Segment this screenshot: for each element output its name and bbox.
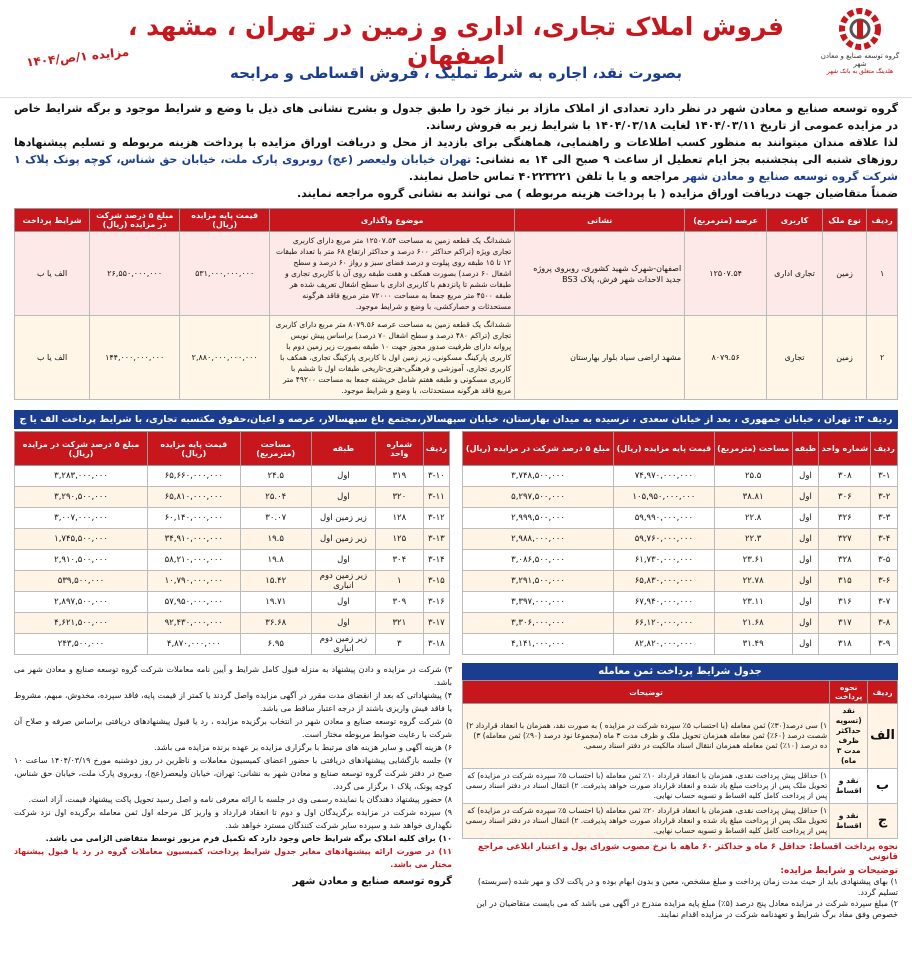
cell: ۲۳.۱۱ [714, 592, 792, 613]
units-table-right [462, 431, 898, 655]
units-table-left [14, 431, 450, 655]
cell: ۳-۶ [871, 571, 898, 592]
gear-logo-icon [837, 6, 883, 52]
term-10: ۱۰) برای کلیه املاک برگه شرایط خاص وجود دارد که تکمیل فرم مزبور توسط متقاضی الزامی می باشد. [45, 834, 452, 843]
cell: اول [792, 550, 819, 571]
row3-title: ردیف ۳: تهران ، خیابان جمهوری ، بعد از خیابان سعدی ، نرسیده به میدان بهارستان، خیابان سپهسالار،مجتمع باغ سپهسالار، عرصه و اعیان،حقوق مکتسبه تجاری، با شرایط پرداخت الف یا ج [14, 410, 898, 429]
cell: زیر زمین اول [311, 508, 375, 529]
cell: ۶۱,۷۳۰,۰۰۰,۰۰۰ [614, 550, 715, 571]
table-row [463, 550, 898, 571]
cell: ۱۲۵۰۷.۵۴ [685, 232, 767, 316]
cell: زیر زمین دوم انباری [311, 634, 375, 655]
table-row [15, 550, 450, 571]
col-unit: شماره واحد [375, 432, 423, 466]
cell: ۱۴۴,۰۰۰,۰۰۰,۰۰۰ [90, 316, 180, 400]
cell: اول [792, 613, 819, 634]
cell: ۴,۸۷۰,۰۰۰,۰۰۰ [148, 634, 241, 655]
cell: ۳,۳۹۷,۰۰۰,۰۰۰ [463, 592, 614, 613]
cell: ج [868, 804, 898, 839]
cell: اول [311, 550, 375, 571]
cell: ب [868, 769, 898, 804]
cell: اول [792, 466, 819, 487]
cell: ۳-۲ [871, 487, 898, 508]
cell: ۳۰۸ [819, 466, 871, 487]
payment-table-title: جدول شرایط پرداخت ثمن معامله [462, 663, 898, 680]
cell: مشهد اراضی سیاد بلوار بهارستان [515, 316, 685, 400]
cell: ۳-۱۷ [423, 613, 449, 634]
cell: ۱) حداقل پیش پرداخت نقدی، همزمان با انعقاد قرارداد ۱۰٪ ثمن معامله (با احتساب ۵٪ سپرده شرکت در مزایده) که تحویل ملک پس از پرداخت مبلغ یاد شده و انعقاد قرارداد صورت خواهد پذیرفت. ۲) انتقال اسناد در دفتر اسناد رسمی پس از پرداخت کامل کلیه اقساط و تسویه حساب نهایی. [463, 769, 830, 804]
cell: اول [792, 571, 819, 592]
cell: ۲,۹۱۰,۵۰۰,۰۰۰ [15, 550, 148, 571]
cell: تجاری اداری [767, 232, 823, 316]
col-deposit: مبلغ ۵ درصد شرکت در مزایده (ریال) [15, 432, 148, 466]
cell: ۳-۱۶ [423, 592, 449, 613]
cell: اول [792, 529, 819, 550]
cell: ۲۵.۵ [714, 466, 792, 487]
intro-paragraph-2c: مراجعه و یا با تلفن ۴۰۲۲۳۲۲۱ تماس حاصل نمایند. [408, 170, 680, 183]
col-base-price: قیمت پایه مزایده (ریال) [148, 432, 241, 466]
col-area: مساحت (مترمربع) [240, 432, 311, 466]
term-5: ۵) شرکت گروه توسعه صنایع و معادن شهر در انتخاب برگزیده مزایده ، رد یا قبول پیشنهادهای دریافتی براساس صرفه و صلاح آن شرکت با رعایت ضوابط مربوطه مختار است. [14, 717, 452, 739]
cell: ۲,۹۹۹,۵۰۰,۰۰۰ [463, 508, 614, 529]
page-subtitle: بصورت نقد، اجاره به شرط تملیک ، فروش اقساطی و مرابحه [230, 64, 682, 82]
table-row [463, 487, 898, 508]
cell: ۶۵,۶۶۰,۰۰۰,۰۰۰ [148, 466, 241, 487]
condition-2: ۲) مبلغ سپرده شرکت در مزایده معادل پنج درصد (۵٪) مبلغ پایه مزایده مندرج در آگهی می باشد که می بایست متقاضیان در این خصوص وفق مفاد برگ شرایط و تعهدنامه شرکت در مزایده اقدام نمایند. [476, 899, 898, 919]
payment-table-header [463, 681, 898, 704]
cell: ۶۷,۹۴۰,۰۰۰,۰۰۰ [614, 592, 715, 613]
cell: ۲۶,۵۵۰,۰۰۰,۰۰۰ [90, 232, 180, 316]
cell: ۳۱۸ [819, 634, 871, 655]
auction-terms [14, 663, 452, 920]
cell: ۳۲۰ [375, 487, 423, 508]
cell: ۳,۲۸۳,۰۰۰,۰۰۰ [15, 466, 148, 487]
intro-paragraph-3: ضمناً متقاضیان جهت دریافت اوراق مزایده ( با پرداخت هزینه مربوطه ) می توانند به نشانی گروه مراجعه نمایند. [297, 187, 898, 200]
table-row [463, 613, 898, 634]
cell: ۲۴۳,۵۰۰,۰۰۰ [15, 634, 148, 655]
cell: ۳-۴ [871, 529, 898, 550]
cell: ۳۲۱ [375, 613, 423, 634]
col-base-price: قیمت پایه مزایده (ریال) [180, 209, 270, 232]
header [0, 0, 912, 98]
cell: ۱۵.۴۲ [240, 571, 311, 592]
cell: ۵۹,۷۶۰,۰۰۰,۰۰۰ [614, 529, 715, 550]
cell: ۴,۱۴۱,۰۰۰,۰۰۰ [463, 634, 614, 655]
cell: ۲۲.۸ [714, 508, 792, 529]
properties-table [14, 208, 898, 400]
cell: ۲۴.۵ [240, 466, 311, 487]
cell: ۳۰۶ [819, 487, 871, 508]
table-row [15, 634, 450, 655]
installment-note: نحوه پرداخت اقساط: حداقل ۶ ماه و حداکثر ۶۰ ماهه با نرخ مصوب شورای پول و اعتبار ابلاغی مراجع قانونی [477, 842, 898, 862]
table-row [463, 769, 898, 804]
cell: ۵۷,۹۵۰,۰۰۰,۰۰۰ [148, 592, 241, 613]
cell: اول [311, 487, 375, 508]
cell: ۳۴,۹۱۰,۰۰۰,۰۰۰ [148, 529, 241, 550]
col-unit: شماره واحد [819, 432, 871, 466]
cell: الف یا ب [15, 316, 90, 400]
cell: ۳,۳۰۶,۰۰۰,۰۰۰ [463, 613, 614, 634]
cell: ۳-۱۳ [423, 529, 449, 550]
company-address: تهران خیابان ولیعصر (عج) روبروی پارک ملت، خیابان حق شناس، کوچه پونک پلاک ۱ شرکت گروه توسعه صنایع و معادن شهر [14, 153, 898, 183]
conditions-title: توضیحات و شرایط مزایده: [780, 866, 898, 876]
table-row [15, 529, 450, 550]
cell: ۱۹.۵ [240, 529, 311, 550]
cell: ۳,۲۹۱,۵۰۰,۰۰۰ [463, 571, 614, 592]
cell: ۳-۵ [871, 550, 898, 571]
cell: ۱ [375, 571, 423, 592]
table-row [15, 316, 898, 400]
bottom-section [14, 663, 898, 920]
logo-text: گروه توسعه صنایع و معادن شهر [820, 52, 900, 68]
cell: ۳۲۸ [819, 550, 871, 571]
payment-terms [462, 663, 898, 920]
table-row [463, 466, 898, 487]
cell: اول [792, 487, 819, 508]
cell: زمین [822, 232, 866, 316]
units-table-header [463, 432, 898, 466]
col-area: عرصه (مترمربع) [685, 209, 767, 232]
cell: نقد (تسویه حداکثر ظرف مدت ۳ ماه) [830, 704, 868, 769]
term-4: ۴) پیشنهاداتی که بعد از انقضای مدت مقرر در آگهی مزایده واصل گردند یا کمتر از قیمت پایه، فاقد سپرده، مخدوش، مبهم، مشروط یا فاقد فیش واریزی باشند از درجه اعتبار ساقط می باشد. [14, 691, 452, 713]
company-logo [816, 6, 904, 75]
cell: ۹۲,۴۳۰,۰۰۰,۰۰۰ [148, 613, 241, 634]
term-11: ۱۱) در صورت ارائه پیشنهادهای مغایر جدول شرایط پرداخت، کمیسیون معاملات گروه در رد یا قبول پیشنهاد مختار می باشد. [14, 847, 452, 869]
cell: ۸۲,۸۲۰,۰۰۰,۰۰۰ [614, 634, 715, 655]
cell: ۳۶.۶۸ [240, 613, 311, 634]
cell: ۳۱۷ [819, 613, 871, 634]
cell: ۳-۹ [871, 634, 898, 655]
cell: ۶۵,۸۳۰,۰۰۰,۰۰۰ [614, 571, 715, 592]
col-floor: طبقه [792, 432, 819, 466]
col-method: نحوه پرداخت [830, 681, 868, 704]
cell: ۳-۳ [871, 508, 898, 529]
cell: ۳,۰۸۶,۵۰۰,۰۰۰ [463, 550, 614, 571]
cell: ۳۱.۴۹ [714, 634, 792, 655]
cell: ۱۰,۷۹۰,۰۰۰,۰۰۰ [148, 571, 241, 592]
col-deposit: مبلغ ۵ درصد شرکت در مزایده (ریال) [463, 432, 614, 466]
logo-subtext: هلدینگ متعلق به بانک شهر [826, 68, 894, 75]
intro-paragraph-2 [14, 134, 898, 185]
cell: ۱۹.۷۱ [240, 592, 311, 613]
units-table-header [15, 432, 450, 466]
cell: ۳-۱۴ [423, 550, 449, 571]
table-row [15, 508, 450, 529]
table-row [463, 592, 898, 613]
cell: اول [311, 466, 375, 487]
cell: ۵۹,۹۹۰,۰۰۰,۰۰۰ [614, 508, 715, 529]
cell: ۳ [375, 634, 423, 655]
intro-paragraph-2a: لذا علاقه مندان میتوانند به منظور کسب اطلاعات و راهنمایی، هماهنگی برای بازدید از محل و دریافت اوراق مزایده با پرداخت هزینه مربوطه و تسلیم پیشنهادها روزهای شنبه الی پنجشنبه بجز ایام تعطیل از ساعت ۹ صبح الی ۱۴ به نشانی: [14, 136, 898, 166]
cell: ۳۰۹ [375, 592, 423, 613]
auction-code: مزایده ۱/ص/۱۴۰۴ [25, 44, 130, 70]
col-row: ردیف [423, 432, 449, 466]
properties-table-header [15, 209, 898, 232]
signature: گروه توسعه صنایع و معادن شهر [292, 876, 452, 887]
cell: ۳-۱ [871, 466, 898, 487]
col-row: ردیف [867, 209, 898, 232]
cell: ۳۱۵ [819, 571, 871, 592]
col-usage: کاربری [767, 209, 823, 232]
intro-paragraph-1: گروه توسعه صنایع و معادن شهر در نظر دارد تعدادی از املاک مازاد بر نیاز خود را طبق جدول و بشرح نشانی های ذیل با وضع و شرایط موجود و برگه شرایط خاص در مزایده عمومی از تاریخ ۱۴۰۴/۰۳/۱۱ لغایت ۱۴۰۴/۰۳/۱۸ با شرایط زیر به فروش رساند. [14, 102, 898, 132]
cell: ۳-۱۱ [423, 487, 449, 508]
col-row: ردیف [868, 681, 898, 704]
cell: ۲۲.۳ [714, 529, 792, 550]
cell: ۱۲۸ [375, 508, 423, 529]
cell: اصفهان-شهرک شهید کشوری، روبروی پروژه جدید الاحداث شهر فرش، پلاک BS3 [515, 232, 685, 316]
col-payment-terms: شرایط پرداخت [15, 209, 90, 232]
cell: الف یا ب [15, 232, 90, 316]
cell: تجاری [767, 316, 823, 400]
col-deposit: مبلغ ۵ درصد شرکت در مزایده (ریال) [90, 209, 180, 232]
cell: ۳۲۶ [819, 508, 871, 529]
cell: ۵۳۱,۰۰۰,۰۰۰,۰۰۰ [180, 232, 270, 316]
cell: اول [792, 508, 819, 529]
conditions [462, 866, 898, 920]
col-area: مساحت (مترمربع) [714, 432, 792, 466]
table-row [463, 529, 898, 550]
cell: زمین [822, 316, 866, 400]
cell: ۳۲۷ [819, 529, 871, 550]
col-subject: موضوع واگذاری [270, 209, 515, 232]
table-row [15, 592, 450, 613]
term-6: ۶) هزینه آگهی و سایر هزینه های مرتبط با برگزاری مزایده بر عهده برنده مزایده می باشد. [154, 743, 452, 752]
units-grid [14, 431, 898, 655]
cell: ۱۹.۸ [240, 550, 311, 571]
table-row [463, 804, 898, 839]
cell: ۱,۷۴۵,۵۰۰,۰۰۰ [15, 529, 148, 550]
cell: اول [311, 613, 375, 634]
table-row [15, 571, 450, 592]
cell: زیر زمین دوم انباری [311, 571, 375, 592]
cell: ششدانگ یک قطعه زمین به مساحت ۱۲۵۰۷.۵۴ متر مربع دارای کاربری تجاری ویژه (تراکم حداکثر ۶۰۰ درصد و حداکثر ارتفاع ۶۸ متر با تعداد طبقات ۱۲ تا ۱۵ طبقه روی پیلوت و درصد فضای سبز و رواز ۶۰ درصد و سطح اشغال ۶۰ درصد) بصورت همکف و هفت طبقه روی آن با کاربری تجاری و طبقات ششم تا پانزدهم با کاربری اداری با سطح اشغال تعریف شده هر طبقه ۴۵۰۰ متر مربع جمعا به مساحت ۷۲۰۰۰ متر مربع فاقد هرگونه مستحدثات و حصارکشی، با وضع و شرایط موجود. [270, 232, 515, 316]
cell: اول [792, 592, 819, 613]
cell: ۳-۷ [871, 592, 898, 613]
cell: ۱ [867, 232, 898, 316]
cell: زیر زمین اول [311, 529, 375, 550]
term-8: ۸) حضور پیشنهاد دهندگان یا نماینده رسمی وی در جلسه با ارائه معرفی نامه و اصل رسید تحویل پاکت پیشنهاد قیمت، آزاد است. [28, 795, 452, 804]
cell: ۵,۲۹۷,۵۰۰,۰۰۰ [463, 487, 614, 508]
cell: ۱) حداقل پیش پرداخت نقدی، همزمان با انعقاد قرارداد ۲۰٪ ثمن معامله (با احتساب ۵٪ سپرده شرکت در مزایده) که تحویل ملک پس از پرداخت مبلغ یاد شده و انعقاد قرارداد صورت خواهد پذیرفت. ۲) انتقال اسناد در دفتر اسناد رسمی پس از پرداخت کامل کلیه اقساط و تسویه حساب نهایی. [463, 804, 830, 839]
cell: ۳,۷۴۸,۵۰۰,۰۰۰ [463, 466, 614, 487]
cell: ۶۰,۱۴۰,۰۰۰,۰۰۰ [148, 508, 241, 529]
cell: ۴,۶۲۱,۵۰۰,۰۰۰ [15, 613, 148, 634]
col-type: نوع ملک [822, 209, 866, 232]
table-row [463, 704, 898, 769]
cell: ۳-۱۵ [423, 571, 449, 592]
cell: ۳-۱۲ [423, 508, 449, 529]
table-row [15, 487, 450, 508]
payment-table [462, 680, 898, 839]
cell: ۶.۹۵ [240, 634, 311, 655]
cell: ۲ [867, 316, 898, 400]
col-base-price: قیمت پایه مزایده (ریال) [614, 432, 715, 466]
cell: ۳۰.۰۷ [240, 508, 311, 529]
cell: ۳,۰۰۷,۰۰۰,۰۰۰ [15, 508, 148, 529]
cell: ۱۰۵,۹۵۰,۰۰۰,۰۰۰ [614, 487, 715, 508]
cell: ۲۵.۰۴ [240, 487, 311, 508]
col-row: ردیف [871, 432, 898, 466]
cell: ۵۸,۲۱۰,۰۰۰,۰۰۰ [148, 550, 241, 571]
condition-1: ۱) بهای پیشنهادی باید از حیث مدت زمان پرداخت و مبلغ مشخص، معین و بدون ابهام بوده و در پاکت لاک و مهر شده (سربسته) تسلیم گردد. [477, 877, 898, 897]
col-description: توضیحات [463, 681, 830, 704]
cell: اول [311, 592, 375, 613]
table-row [463, 508, 898, 529]
cell: ۱) سی درصد(۳۰٪) ثمن معامله (با احتساب ۵٪ سپرده شرکت در مزایده ) به صورت نقد، همزمان با انعقاد قرارداد ۲) شصت درصد (۶۰٪) ثمن معامله همزمان تحویل ملک و ظرف مدت ۳ ماه (مجموعا نود درصد (۹۰٪) ثمن معامله) ۳) ده درصد (۱۰٪) ثمن معامله همزمان انتقال اسناد مالکیت در دفتر اسناد رسمی. [463, 704, 830, 769]
cell: نقد و اقساط [830, 804, 868, 839]
cell: ۳۱۹ [375, 466, 423, 487]
col-address: نشانی [515, 209, 685, 232]
cell: ۱۲۵ [375, 529, 423, 550]
cell: ۳-۸ [871, 613, 898, 634]
cell: ۲۱.۶۸ [714, 613, 792, 634]
cell: ششدانگ یک قطعه زمین به مساحت عرصه ۸۰۷۹.۵۶ متر مربع دارای کاربری تجاری (تراکم ۴۸۰ درصد و سطح اشغال ۷۰ درصد) براساس پیش نویس پروانه دارای ظرفیت صدور مجوز جهت ۱۰ طبقه بصورت زیر زمین دوم با کاربری پارکینگ مسکونی، زیر زمین اول با کاربری پارکینگ تجاری، همکف با کاربری تجاری، آموزشی و فرهنگی-هنری-تاریخی طبقات اول تا ششم با کاربری مسکونی و طبقه هفتم شامل خرپشته جمعا به مساحت ۴۹۲۰۰ متر مربع فاقد هرگونه مستحدثات، با وضع و شرایط موجود. [270, 316, 515, 400]
cell: ۵۳۹,۵۰۰,۰۰۰ [15, 571, 148, 592]
cell: ۳۸.۸۱ [714, 487, 792, 508]
cell: الف [868, 704, 898, 769]
page-title: فروش املاک تجاری، اداری و زمین در تهران ، مشهد ، اصفهان [127, 12, 785, 70]
cell: ۲,۸۸۰,۰۰۰,۰۰۰,۰۰۰ [180, 316, 270, 400]
term-7: ۷) جلسه بازگشایی پیشنهادهای دریافتی با حضور اعضای کمیسیون معاملات و ناظرین در روز دوشنبه مورخ ۱۴۰۴/۰۳/۱۹ ساعت ۱۰ صبح در دفتر شرکت گروه توسعه صنایع و معادن شهر به نشانی: تهران، خیابان ولیعصر(عج)، روبروی پارک ملت، خیابان حق شناس، کوچه پونک، پلاک ۱ برگزار می گردد. [14, 756, 452, 791]
term-3: ۳) شرکت در مزایده و دادن پیشنهاد به منزله قبول کامل شرایط و آیین نامه معاملات شرکت گروه توسعه صنایع و معادن شهر می باشد. [14, 665, 452, 687]
cell: ۶۶,۱۲۰,۰۰۰,۰۰۰ [614, 613, 715, 634]
cell: ۳-۱۸ [423, 634, 449, 655]
cell: ۷۴,۹۷۰,۰۰۰,۰۰۰ [614, 466, 715, 487]
table-row [463, 634, 898, 655]
cell: ۶۵,۸۱۰,۰۰۰,۰۰۰ [148, 487, 241, 508]
cell: اول [792, 634, 819, 655]
cell: نقد و اقساط [830, 769, 868, 804]
term-9: ۹) سپرده شرکت در مزایده برگزیدگان اول و دوم تا انعقاد قرارداد و واریز کل مرحله اول ثمن معامله برگزیده اول نزد شرکت نگهداری خواهد شد و سپرده سایر شرکت کنندگان مسترد خواهد شد. [14, 808, 452, 830]
table-row [15, 232, 898, 316]
table-row [15, 613, 450, 634]
col-floor: طبقه [311, 432, 375, 466]
cell: ۲۲.۷۸ [714, 571, 792, 592]
cell: ۳,۲۹۰,۵۰۰,۰۰۰ [15, 487, 148, 508]
intro-text [0, 98, 912, 204]
cell: ۲,۹۸۸,۰۰۰,۰۰۰ [463, 529, 614, 550]
table-row [463, 571, 898, 592]
cell: ۳۱۶ [819, 592, 871, 613]
cell: ۳۰۴ [375, 550, 423, 571]
cell: ۳-۱۰ [423, 466, 449, 487]
table-row [15, 466, 450, 487]
cell: ۸۰۷۹.۵۶ [685, 316, 767, 400]
cell: ۲۳.۶۱ [714, 550, 792, 571]
cell: ۲,۸۹۷,۵۰۰,۰۰۰ [15, 592, 148, 613]
